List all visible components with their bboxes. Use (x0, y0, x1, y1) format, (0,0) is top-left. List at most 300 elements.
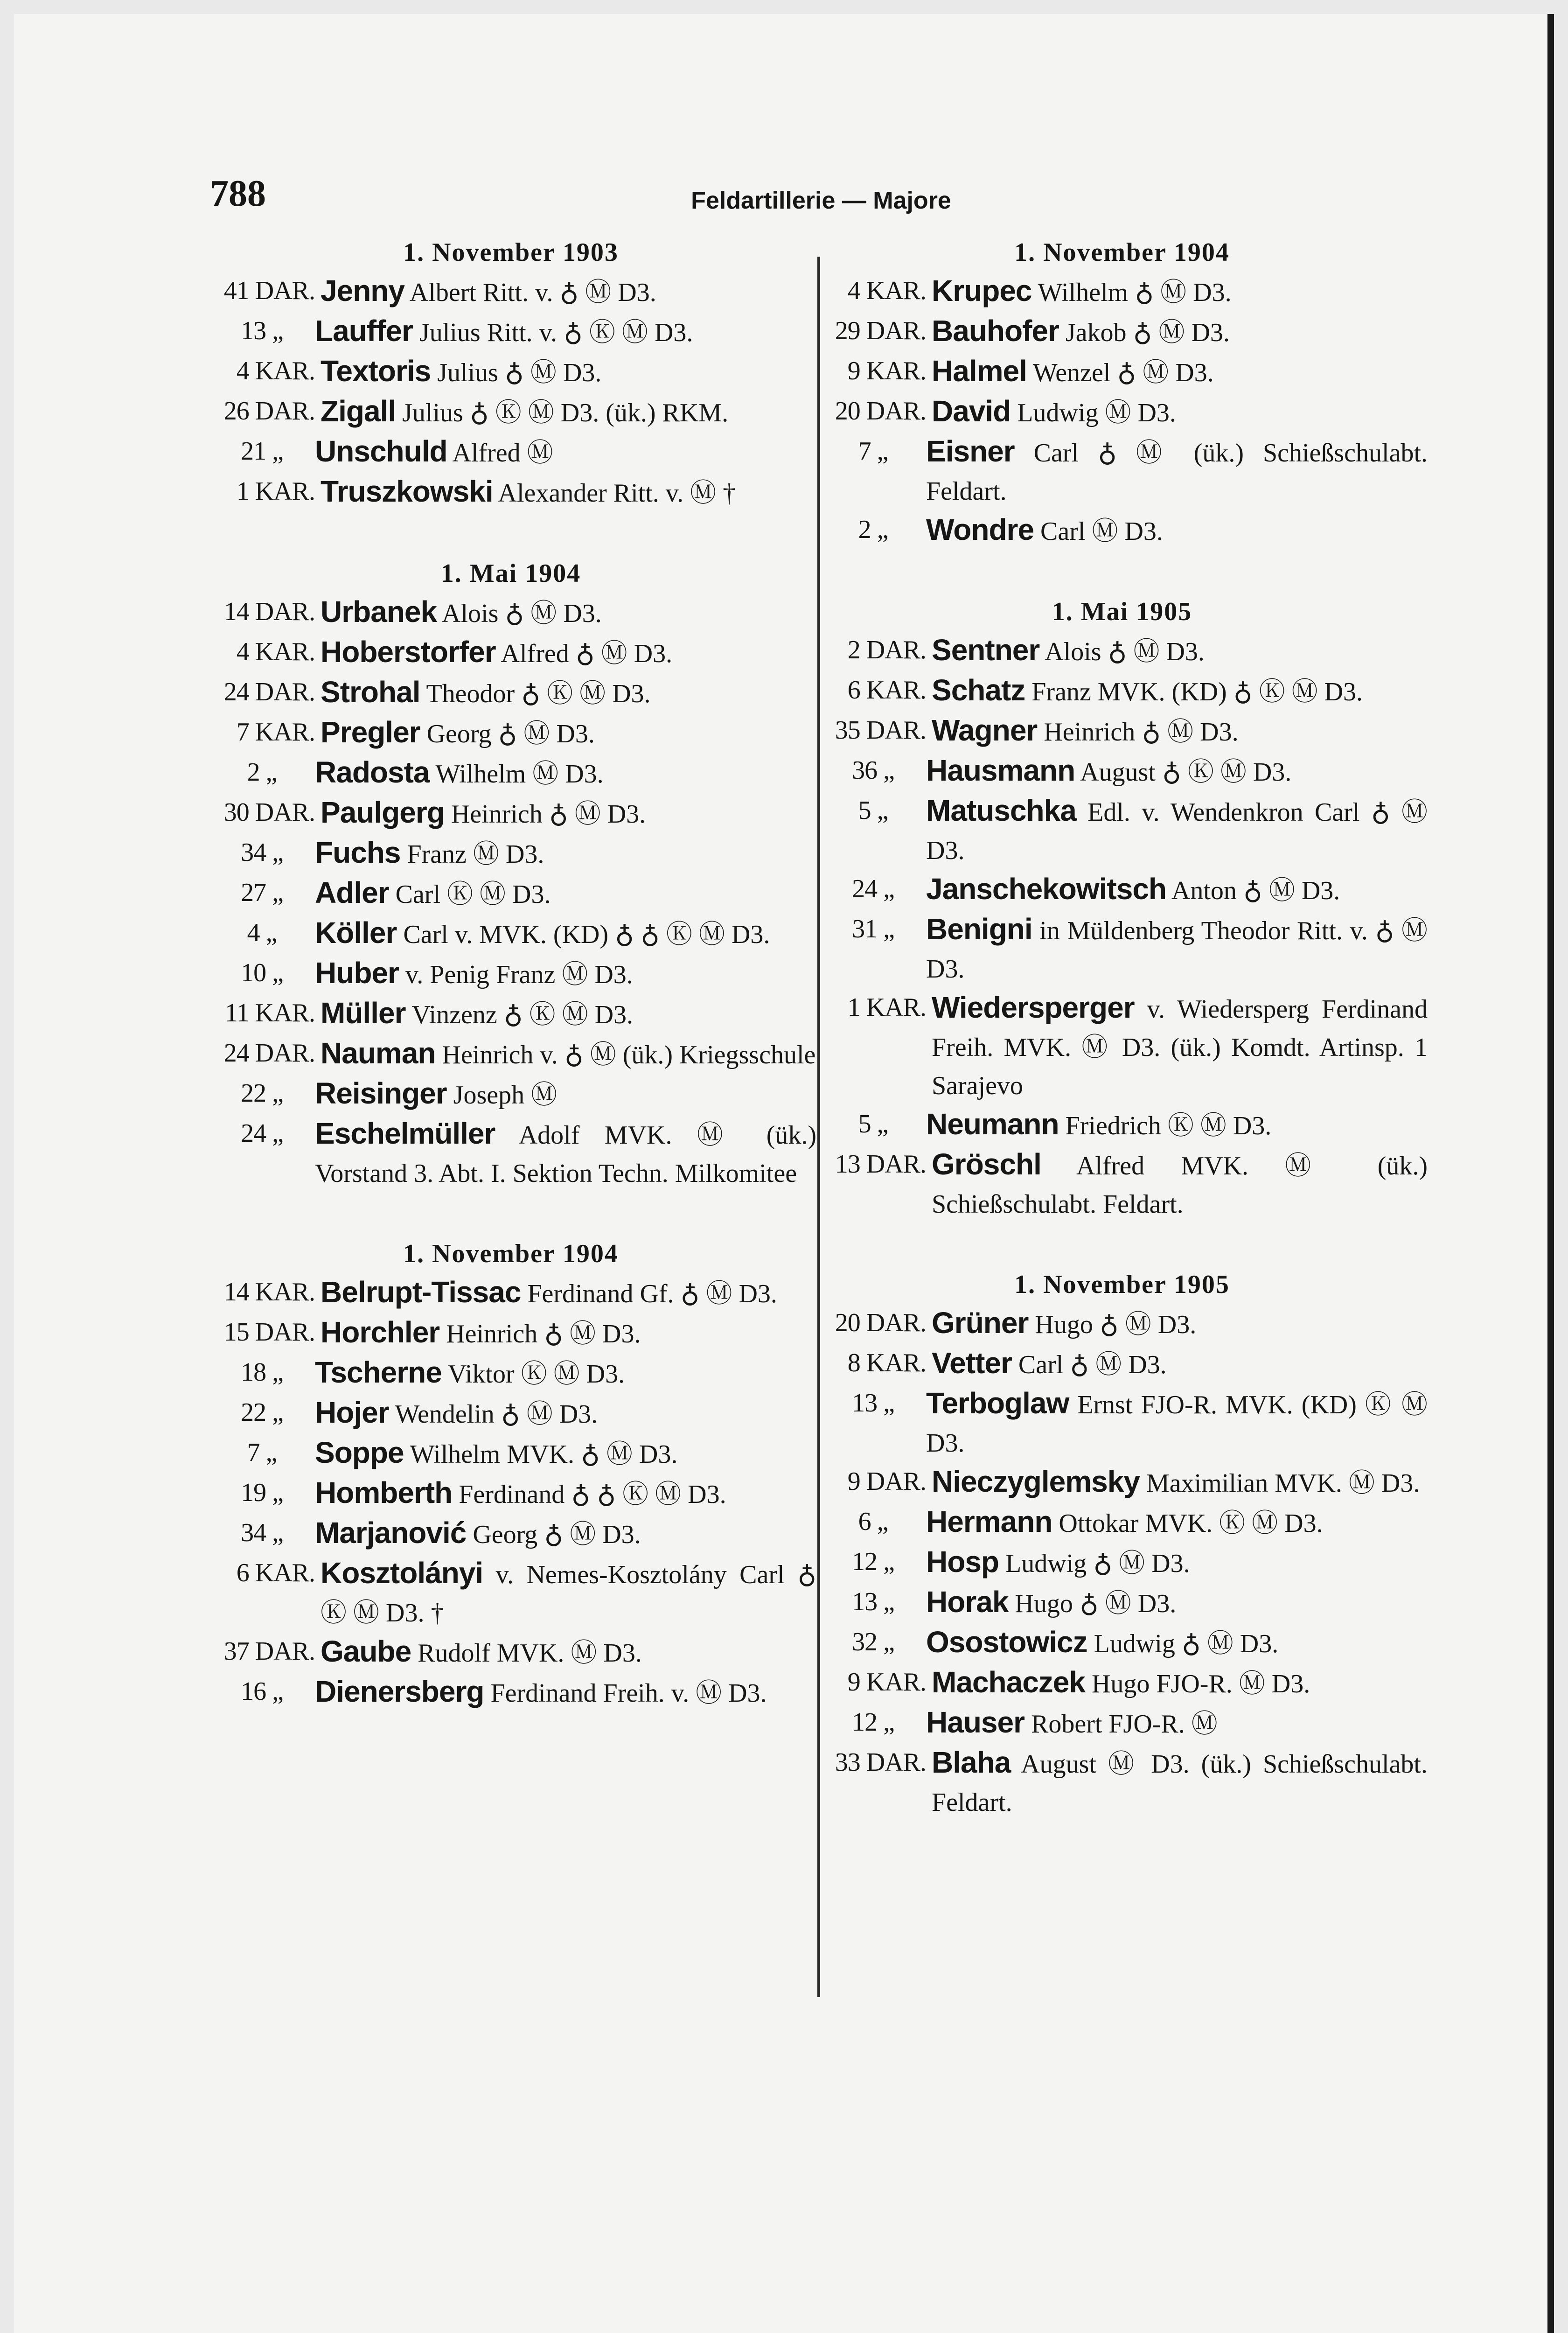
officer-surname: Horchler (321, 1315, 440, 1349)
officer-entry (205, 1114, 816, 1193)
officer-details: Wendelin ♁ Ⓜ D3. (395, 1400, 598, 1429)
entry-text (321, 593, 816, 633)
officer-entry (816, 510, 1428, 551)
entry-text (932, 711, 1428, 751)
officer-entry (205, 392, 816, 432)
officer-details: Alfred MVK. Ⓜ (ük.) Schießschulabt. Feldart. (932, 1152, 1428, 1219)
officer-details: Theodor ♁ Ⓚ Ⓜ D3. (426, 679, 651, 708)
officer-surname: Vetter (932, 1346, 1012, 1380)
officer-surname: Paulgerg (321, 796, 445, 829)
officer-surname: Nieczyglemsky (932, 1465, 1140, 1498)
unit-designation: 26 DAR. (223, 397, 315, 426)
officer-details: Viktor Ⓚ Ⓜ D3. (447, 1360, 625, 1389)
officer-surname: Hosp (926, 1545, 999, 1579)
officer-entry (205, 1393, 816, 1433)
officer-details: Ottokar MVK. Ⓚ Ⓜ D3. (1059, 1509, 1323, 1538)
officer-surname: Dienersberg (315, 1675, 484, 1708)
officer-details: Alexander Ritt. v. Ⓜ † (498, 479, 736, 508)
officer-surname: Textoris (321, 354, 431, 388)
officer-entry (205, 1672, 816, 1712)
officer-entry (205, 1474, 816, 1514)
officer-details: Friedrich Ⓚ Ⓜ D3. (1065, 1111, 1272, 1140)
officer-surname: Truszkowski (321, 475, 493, 508)
entry-text (932, 272, 1428, 312)
entry-text (932, 1663, 1428, 1703)
officer-surname: Lauffer (315, 314, 413, 348)
entry-text (315, 1514, 816, 1554)
officer-entry (816, 1663, 1428, 1703)
unit-designation: 6 KAR. (847, 676, 926, 705)
officer-entry (205, 1632, 816, 1672)
entry-text (321, 352, 816, 392)
officer-details: in Müldenberg Theodor Ritt. v. ♁ Ⓜ D3. (926, 916, 1428, 984)
section-heading: 1. Mai 1904 (440, 559, 581, 588)
officer-details: Julius ♁ Ⓜ D3. (437, 358, 602, 387)
officer-entry (816, 671, 1428, 711)
officer-surname: Osostowicz (926, 1625, 1087, 1659)
officer-entry (816, 1703, 1428, 1743)
officer-details: Franz MVK. (KD) ♁ Ⓚ Ⓜ D3. (1031, 678, 1363, 706)
entry-text (932, 312, 1428, 352)
officer-details: v. Wiedersperg Ferdinand Freih. MVK. Ⓜ D3. (ük.) Komdt. Artinsp. 1 Sarajevo (932, 995, 1428, 1100)
officer-surname: Strohal (321, 675, 420, 709)
unit-designation: 27 „ (241, 878, 283, 907)
officer-entry (816, 910, 1428, 988)
officer-surname: Marjanović (315, 1516, 467, 1550)
officer-surname: Machaczek (932, 1665, 1085, 1699)
entry-text (315, 954, 816, 994)
officer-surname: Pregler (321, 715, 420, 749)
unit-designation: 32 „ (852, 1628, 894, 1656)
officer-surname: Huber (315, 956, 399, 990)
officer-entry (816, 1743, 1428, 1822)
entry-text (932, 988, 1428, 1105)
officer-surname: Hermann (926, 1505, 1052, 1538)
unit-designation: 18 „ (241, 1358, 283, 1387)
entry-text (315, 914, 816, 954)
officer-details: Wilhelm MVK. ♁ Ⓜ D3. (410, 1440, 678, 1469)
unit-designation: 24 „ (852, 874, 894, 903)
section-heading: 1. November 1905 (1014, 1270, 1230, 1299)
officer-details: Carl Ⓚ Ⓜ D3. (395, 880, 551, 909)
entry-text (932, 352, 1428, 392)
officer-details: Heinrich v. ♁ Ⓜ (ük.) Kriegsschule (442, 1041, 816, 1069)
officer-details: Ludwig ♁ Ⓜ D3. (1094, 1629, 1279, 1658)
officer-details: Ernst FJO-R. MVK. (KD) Ⓚ Ⓜ D3. (926, 1390, 1428, 1458)
officer-details: Ludwig ♁ Ⓜ D3. (1005, 1549, 1190, 1578)
unit-designation: 15 DAR. (223, 1318, 315, 1347)
entry-text (321, 673, 816, 713)
officer-surname: Adler (315, 876, 389, 909)
entry-text (315, 312, 816, 352)
unit-designation: 36 „ (852, 756, 894, 785)
unit-designation: 10 „ (241, 958, 283, 987)
officer-entry (816, 1543, 1428, 1583)
officer-surname: Nauman (321, 1036, 436, 1070)
officer-entry (205, 352, 816, 392)
unit-designation: 13 „ (852, 1587, 894, 1616)
entry-text (932, 1145, 1428, 1223)
unit-designation: 13 „ (241, 316, 283, 345)
entry-text (315, 753, 816, 793)
entry-text (321, 392, 816, 432)
officer-details: August Ⓜ D3. (ük.) Schießschulabt. Feldart. (932, 1750, 1428, 1817)
officer-details: Carl Ⓜ D3. (1040, 517, 1163, 546)
officer-details: Robert FJO-R. Ⓜ (1031, 1710, 1218, 1739)
unit-designation: 12 „ (852, 1708, 894, 1737)
page-number: 788 (210, 173, 266, 214)
section-spacer (816, 1223, 1428, 1265)
unit-designation: 2 DAR. (847, 636, 926, 664)
entry-text (926, 870, 1428, 910)
officer-entry (816, 1462, 1428, 1502)
entry-text (932, 1462, 1428, 1502)
officer-surname: Matuschka (926, 794, 1076, 827)
officer-details: Ferdinand Freih. v. Ⓜ D3. (490, 1679, 767, 1708)
officer-entry (205, 1433, 816, 1474)
officer-entry (816, 1623, 1428, 1663)
entry-text (926, 1623, 1428, 1663)
entry-text (315, 1474, 816, 1514)
officer-details: Carl ♁ Ⓜ (ük.) Schießschulabt. Feldart. (926, 439, 1428, 506)
officer-entry (205, 713, 816, 753)
officer-details: Alois ♁ Ⓜ D3. (442, 599, 602, 628)
entry-text (315, 1353, 816, 1393)
officer-details: v. Nemes-Kosztolány Carl ♁ Ⓚ Ⓜ D3. † (321, 1560, 816, 1628)
entry-text (315, 1672, 816, 1712)
officer-details: Alfred ♁ Ⓜ D3. (501, 639, 673, 668)
officer-surname: Radosta (315, 755, 430, 789)
right-column (816, 233, 1428, 1822)
officer-surname: Zigall (321, 394, 396, 428)
left-column (205, 233, 816, 1712)
unit-designation: 9 DAR. (847, 1467, 926, 1496)
officer-details: Carl v. MVK. (KD) ♁ ♁ Ⓚ Ⓜ D3. (403, 920, 770, 949)
entry-text (321, 633, 816, 673)
entry-text (315, 1433, 816, 1474)
officer-surname: Wondre (926, 513, 1034, 546)
unit-designation: 6 „ (858, 1507, 888, 1536)
unit-designation: 16 „ (241, 1677, 283, 1706)
officer-entry (205, 272, 816, 312)
officer-details: Hugo ♁ Ⓜ D3. (1015, 1589, 1177, 1618)
officer-surname: Unschuld (315, 434, 447, 468)
officer-details: Ludwig Ⓜ D3. (1017, 398, 1176, 427)
unit-designation: 21 „ (241, 437, 283, 466)
entry-text (926, 1384, 1428, 1462)
unit-designation: 22 „ (241, 1079, 283, 1108)
officer-surname: Gröschl (932, 1147, 1041, 1181)
unit-designation: 31 „ (852, 915, 894, 943)
officer-entry (205, 1273, 816, 1313)
officer-entry (816, 312, 1428, 352)
entry-text (321, 1632, 816, 1672)
officer-surname: Wiedersperger (932, 991, 1135, 1024)
officer-surname: Homberth (315, 1476, 453, 1509)
entry-text (926, 1583, 1428, 1623)
officer-details: Maximilian MVK. Ⓜ D3. (1146, 1469, 1420, 1498)
entry-text (315, 873, 816, 914)
officer-entry (205, 914, 816, 954)
officer-entry (205, 472, 816, 512)
officer-surname: Müller (321, 996, 406, 1030)
unit-designation: 4 KAR. (236, 637, 315, 666)
section-heading: 1. November 1903 (403, 238, 619, 267)
officer-surname: Urbanek (321, 595, 437, 629)
officer-details: Franz Ⓜ D3. (407, 840, 544, 869)
officer-entry (816, 711, 1428, 751)
officer-details: Heinrich ♁ Ⓜ D3. (446, 1320, 641, 1348)
officer-details: Carl ♁ Ⓜ D3. (1018, 1350, 1167, 1379)
entry-text (315, 833, 816, 873)
officer-surname: Janschekowitsch (926, 872, 1166, 906)
entry-text (926, 432, 1428, 510)
officer-details: Heinrich ♁ Ⓜ D3. (1044, 718, 1239, 747)
entry-text (926, 1105, 1428, 1145)
officer-surname: Hauser (926, 1705, 1024, 1739)
officer-details: Alois ♁ Ⓜ D3. (1045, 637, 1205, 666)
officer-entry (816, 392, 1428, 432)
officer-surname: Bauhofer (932, 314, 1059, 348)
section-heading: 1. November 1904 (1014, 238, 1230, 267)
officer-entry (816, 791, 1428, 870)
officer-entry (816, 1583, 1428, 1623)
officer-surname: David (932, 394, 1011, 428)
unit-designation: 14 KAR. (223, 1278, 315, 1306)
officer-details: Anton ♁ Ⓜ D3. (1171, 876, 1340, 905)
officer-details: August ♁ Ⓚ Ⓜ D3. (1080, 758, 1292, 787)
officer-details: Jakob ♁ Ⓜ D3. (1065, 318, 1230, 347)
unit-designation: 1 KAR. (847, 993, 926, 1022)
officer-entry (205, 633, 816, 673)
officer-entry (816, 1145, 1428, 1223)
entry-text (321, 1273, 816, 1313)
officer-entry (816, 631, 1428, 671)
officer-surname: Fuchs (315, 836, 401, 869)
unit-designation: 13 „ (852, 1389, 894, 1418)
unit-designation: 37 DAR. (223, 1637, 315, 1666)
officer-surname: Hojer (315, 1396, 389, 1429)
document-page (14, 14, 1554, 2333)
unit-designation: 9 KAR. (847, 1668, 926, 1697)
section-spacer (205, 1193, 816, 1235)
unit-designation: 12 „ (852, 1547, 894, 1576)
officer-surname: Kosztolányi (321, 1556, 483, 1590)
unit-designation: 6 KAR. (236, 1558, 315, 1587)
entry-text (926, 1703, 1428, 1743)
officer-entry (205, 1074, 816, 1114)
entry-text (321, 1034, 816, 1074)
unit-designation: 4 KAR. (236, 356, 315, 385)
officer-entry (205, 593, 816, 633)
officer-entry (205, 1353, 816, 1393)
officer-entry (205, 432, 816, 472)
officer-entry (816, 1105, 1428, 1145)
officer-details: Joseph Ⓜ (453, 1081, 558, 1110)
officer-surname: Hoberstorfer (321, 635, 496, 669)
entry-text (926, 510, 1428, 551)
officer-entry (205, 1313, 816, 1353)
entry-text (932, 1304, 1428, 1344)
unit-designation: 11 KAR. (224, 999, 315, 1027)
unit-designation: 2 „ (247, 758, 277, 787)
section-heading: 1. Mai 1905 (1052, 597, 1192, 626)
officer-details: Alfred Ⓜ (452, 439, 553, 468)
officer-entry (816, 751, 1428, 791)
officer-entry (816, 1384, 1428, 1462)
entry-text (932, 671, 1428, 711)
officer-entry (205, 1514, 816, 1554)
officer-entry (816, 432, 1428, 510)
entry-text (926, 1543, 1428, 1583)
entry-text (321, 1313, 816, 1353)
entry-text (926, 791, 1428, 870)
unit-designation: 5 „ (858, 1110, 888, 1139)
officer-details: Georg ♁ Ⓜ D3. (473, 1520, 641, 1549)
entry-text (321, 793, 816, 833)
section-heading: 1. November 1904 (403, 1239, 619, 1268)
unit-designation: 13 DAR. (835, 1150, 926, 1179)
officer-surname: Krupec (932, 274, 1032, 307)
officer-details: Rudolf MVK. Ⓜ D3. (418, 1639, 642, 1668)
entry-text (315, 1074, 816, 1114)
officer-entry (205, 673, 816, 713)
entry-text (926, 910, 1428, 988)
officer-surname: Halmel (932, 354, 1027, 388)
officer-details: Julius ♁ Ⓚ Ⓜ D3. (ük.) RKM. (402, 398, 729, 427)
officer-surname: Hausmann (926, 754, 1075, 787)
officer-surname: Eschelmüller (315, 1117, 495, 1150)
officer-entry (816, 988, 1428, 1105)
officer-details: Ferdinand ♁ ♁ Ⓚ Ⓜ D3. (459, 1480, 726, 1509)
section-spacer (816, 551, 1428, 593)
officer-entry (816, 1344, 1428, 1384)
officer-entry (205, 873, 816, 914)
officer-surname: Horak (926, 1585, 1009, 1619)
unit-designation: 7 „ (247, 1438, 277, 1467)
officer-details: Adolf MVK. Ⓜ (ük.) Vorstand 3. Abt. I. Sektion Techn. Milkomitee (315, 1121, 816, 1188)
unit-designation: 9 KAR. (847, 356, 926, 385)
entry-text (932, 631, 1428, 671)
entry-text (321, 1554, 816, 1632)
unit-designation: 30 DAR. (223, 798, 315, 827)
officer-surname: Gaube (321, 1634, 411, 1668)
officer-surname: Terboglaw (926, 1386, 1069, 1420)
officer-details: Wenzel ♁ Ⓜ D3. (1032, 358, 1214, 387)
officer-details: v. Penig Franz Ⓜ D3. (405, 960, 633, 989)
officer-surname: Sentner (932, 633, 1040, 667)
officer-surname: Blaha (932, 1746, 1011, 1779)
unit-designation: 7 KAR. (236, 718, 315, 747)
entry-text (321, 994, 816, 1034)
unit-designation: 2 „ (858, 515, 888, 544)
unit-designation: 24 DAR. (223, 1039, 315, 1068)
officer-surname: Belrupt-Tissac (321, 1275, 521, 1309)
officer-entry (816, 870, 1428, 910)
officer-details: Hugo ♁ Ⓜ D3. (1035, 1310, 1197, 1339)
unit-designation: 33 DAR. (835, 1748, 926, 1777)
officer-surname: Jenny (321, 274, 404, 307)
officer-surname: Reisinger (315, 1076, 447, 1110)
entry-text (315, 1114, 816, 1193)
officer-details: Wilhelm Ⓜ D3. (435, 760, 604, 789)
officer-surname: Grüner (932, 1306, 1029, 1340)
officer-surname: Wagner (932, 713, 1038, 747)
officer-details: Wilhelm ♁ Ⓜ D3. (1038, 278, 1232, 307)
unit-designation: 7 „ (858, 437, 888, 466)
officer-surname: Soppe (315, 1436, 404, 1469)
unit-designation: 22 „ (241, 1398, 283, 1427)
unit-designation: 4 „ (247, 918, 277, 947)
unit-designation: 5 „ (858, 796, 888, 825)
officer-surname: Neumann (926, 1107, 1059, 1141)
unit-designation: 14 DAR. (223, 597, 315, 626)
officer-entry (205, 793, 816, 833)
entry-text (932, 1344, 1428, 1384)
entry-text (926, 1502, 1428, 1543)
officer-entry (205, 994, 816, 1034)
unit-designation: 41 DAR. (223, 276, 315, 305)
officer-surname: Schatz (932, 673, 1025, 707)
officer-entry (816, 1502, 1428, 1543)
officer-surname: Benigni (926, 912, 1032, 946)
entry-text (932, 1743, 1428, 1822)
officer-entry (205, 312, 816, 352)
officer-surname: Tscherne (315, 1355, 442, 1389)
unit-designation: 34 „ (241, 838, 283, 867)
officer-details: Hugo FJO-R. Ⓜ D3. (1091, 1669, 1310, 1698)
unit-designation: 20 DAR. (835, 397, 926, 426)
officer-entry (205, 753, 816, 793)
officer-entry (205, 833, 816, 873)
officer-surname: Köller (315, 916, 397, 950)
unit-designation: 35 DAR. (835, 716, 926, 745)
officer-details: Vinzenz ♁ Ⓚ Ⓜ D3. (411, 1000, 634, 1029)
officer-entry (816, 352, 1428, 392)
unit-designation: 29 DAR. (835, 316, 926, 345)
officer-entry (816, 1304, 1428, 1344)
unit-designation: 1 KAR. (236, 477, 315, 506)
section-spacer (205, 512, 816, 554)
entry-text (315, 1393, 816, 1433)
unit-designation: 8 KAR. (847, 1348, 926, 1377)
entry-text (926, 751, 1428, 791)
officer-details: Albert Ritt. v. ♁ Ⓜ D3. (409, 278, 656, 307)
unit-designation: 24 DAR. (223, 678, 315, 706)
officer-details: Ferdinand Gf. ♁ Ⓜ D3. (527, 1279, 777, 1308)
officer-details: Heinrich ♁ Ⓜ D3. (451, 800, 646, 829)
unit-designation: 34 „ (241, 1518, 283, 1547)
unit-designation: 4 KAR. (847, 276, 926, 305)
entry-text (321, 713, 816, 753)
officer-details: Edl. v. Wendenkron Carl ♁ Ⓜ D3. (926, 798, 1428, 865)
unit-designation: 20 DAR. (835, 1308, 926, 1337)
officer-entry (205, 954, 816, 994)
officer-entry (205, 1034, 816, 1074)
officer-details: Georg ♁ Ⓜ D3. (426, 719, 595, 748)
entry-text (932, 392, 1428, 432)
running-title: Feldartillerie — Majore (691, 187, 951, 214)
officer-entry (205, 1554, 816, 1632)
entry-text (321, 272, 816, 312)
unit-designation: 24 „ (241, 1119, 283, 1148)
entry-text (315, 432, 816, 472)
officer-details: Julius Ritt. v. ♁ Ⓚ Ⓜ D3. (419, 318, 693, 347)
officer-surname: Eisner (926, 434, 1015, 468)
entry-text (321, 472, 816, 512)
officer-entry (816, 272, 1428, 312)
unit-designation: 19 „ (241, 1478, 283, 1507)
